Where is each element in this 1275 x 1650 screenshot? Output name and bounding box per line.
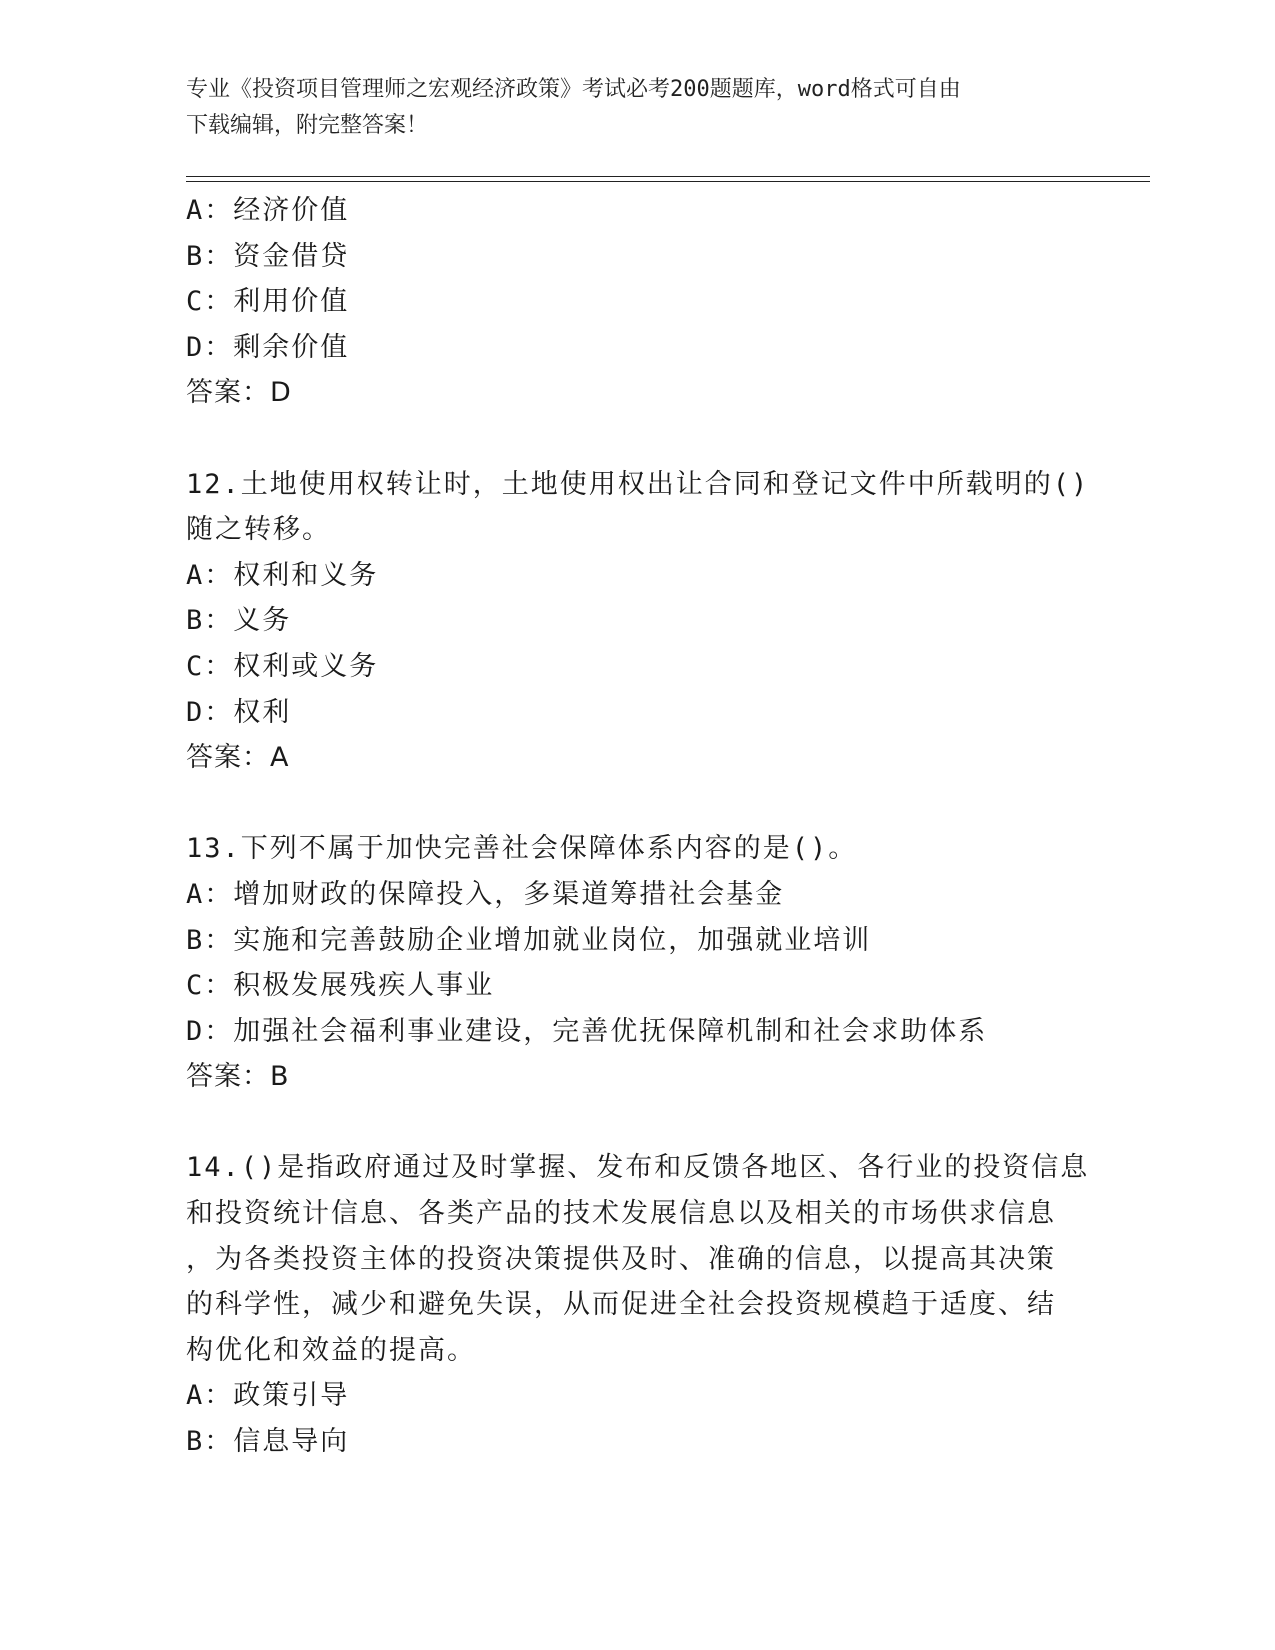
option-c: C：利用价值: [186, 286, 350, 318]
option-d: D：加强社会福利事业建设，完善优抚保障机制和社会求助体系: [186, 1015, 988, 1047]
question-stem-line: 构优化和效益的提高。: [186, 1334, 476, 1366]
question-stem-line: 13.下列不属于加快完善社会保障体系内容的是()。: [186, 833, 858, 865]
question-list: [186, 188, 1090, 1465]
question-stem-line: ，为各类投资主体的投资决策提供及时、准确的信息，以提高其决策: [186, 1243, 1056, 1275]
question-stem-line: 14.()是指政府通过及时掌握、发布和反馈各地区、各行业的投资信息: [186, 1152, 1090, 1184]
header-line-1: 专业《投资项目管理师之宏观经济政策》考试必考200题题库，word格式可自由: [186, 77, 961, 102]
option-c: C：积极发展残疾人事业: [186, 970, 495, 1002]
option-b: B：信息导向: [186, 1426, 350, 1458]
question-spacer: [186, 416, 1086, 462]
question-stem-line: 随之转移。: [186, 514, 331, 546]
option-d: D：权利: [186, 696, 292, 728]
option-a: A：增加财政的保障投入，多渠道筹措社会基金: [186, 878, 785, 910]
option-d: D：剩余价值: [186, 331, 350, 363]
option-c: C：权利或义务: [186, 650, 379, 682]
option-b: B：实施和完善鼓励企业增加就业岗位，加强就业培训: [186, 924, 872, 956]
document-header: [186, 72, 1086, 144]
question-13: [186, 826, 1086, 1100]
header-divider-top: [186, 176, 1150, 177]
answer-line: 答案：A: [186, 742, 290, 774]
question-14: [186, 1145, 1090, 1464]
question-spacer: [186, 781, 1086, 827]
question-stem-line: 和投资统计信息、各类产品的技术发展信息以及相关的市场供求信息: [186, 1198, 1056, 1230]
question-stem-line: 12.土地使用权转让时，土地使用权出让合同和登记文件中所载明的(): [186, 468, 1090, 500]
answer-line: 答案：B: [186, 1061, 290, 1093]
option-b: B：资金借贷: [186, 240, 350, 272]
header-line-2: 下载编辑，附完整答案！: [186, 113, 429, 138]
option-a: A：经济价值: [186, 195, 350, 226]
question-stem-line: 的科学性，减少和避免失误，从而促进全社会投资规模趋于适度、结: [186, 1289, 1056, 1321]
option-b: B：义务: [186, 605, 292, 637]
option-a: A：政策引导: [186, 1380, 350, 1412]
header-divider-bottom: [186, 181, 1150, 182]
question-11: [186, 188, 1086, 416]
answer-line: 答案：D: [186, 377, 292, 409]
option-a: A：权利和义务: [186, 559, 379, 591]
question-spacer: [186, 1100, 1086, 1146]
question-12: [186, 462, 1090, 781]
